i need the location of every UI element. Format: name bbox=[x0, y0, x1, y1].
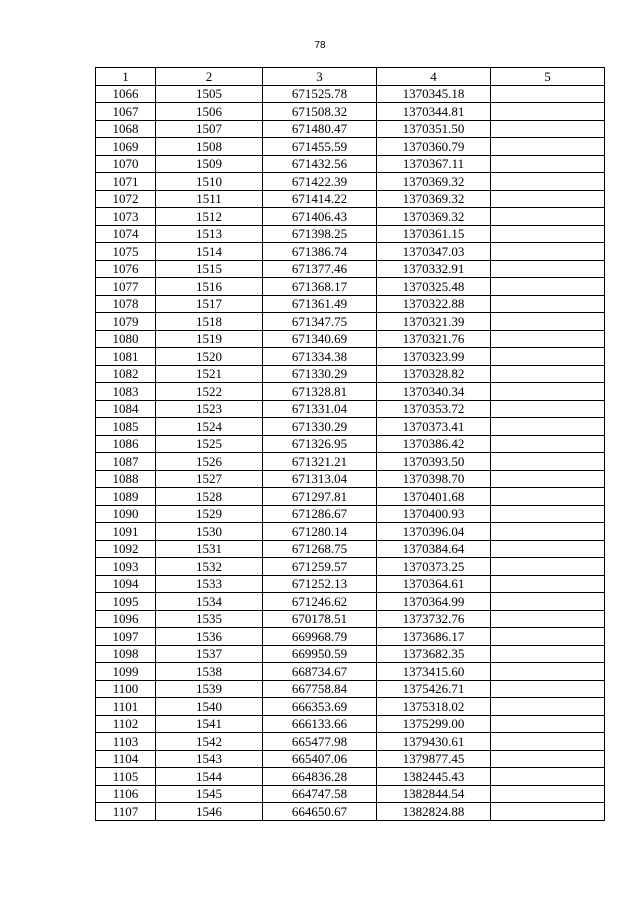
table-cell bbox=[491, 768, 605, 786]
table-cell bbox=[491, 698, 605, 716]
table-cell: 1544 bbox=[156, 768, 263, 786]
table-cell: 1072 bbox=[96, 190, 156, 208]
table-cell: 1512 bbox=[156, 208, 263, 226]
table-cell: 1517 bbox=[156, 295, 263, 313]
table-cell: 1529 bbox=[156, 505, 263, 523]
table-cell bbox=[491, 278, 605, 296]
table-cell: 1536 bbox=[156, 628, 263, 646]
table-cell: 671297.81 bbox=[263, 488, 377, 506]
table-row bbox=[96, 698, 605, 716]
table-cell: 669950.59 bbox=[263, 645, 377, 663]
table-row bbox=[96, 785, 605, 803]
table-cell bbox=[491, 680, 605, 698]
table-cell bbox=[491, 330, 605, 348]
table-cell: 1538 bbox=[156, 663, 263, 681]
table-cell: 1086 bbox=[96, 435, 156, 453]
table-cell bbox=[491, 558, 605, 576]
table-row bbox=[96, 680, 605, 698]
table-row bbox=[96, 330, 605, 348]
table-cell bbox=[491, 803, 605, 821]
table-cell: 1546 bbox=[156, 803, 263, 821]
table-cell bbox=[491, 628, 605, 646]
table-cell bbox=[491, 610, 605, 628]
table-cell bbox=[491, 120, 605, 138]
table-row bbox=[96, 313, 605, 331]
table-cell: 1375318.02 bbox=[377, 698, 491, 716]
table-cell: 1079 bbox=[96, 313, 156, 331]
column-header: 3 bbox=[263, 68, 377, 86]
table-cell: 1078 bbox=[96, 295, 156, 313]
table-cell: 1382445.43 bbox=[377, 768, 491, 786]
table-cell: 1370369.32 bbox=[377, 173, 491, 191]
table-row bbox=[96, 768, 605, 786]
table-cell: 671334.38 bbox=[263, 348, 377, 366]
table-cell: 1370364.61 bbox=[377, 575, 491, 593]
table-cell: 1527 bbox=[156, 470, 263, 488]
table-cell bbox=[491, 138, 605, 156]
table-cell bbox=[491, 593, 605, 611]
table-cell bbox=[491, 85, 605, 103]
table-cell: 671525.78 bbox=[263, 85, 377, 103]
table-cell: 1382824.88 bbox=[377, 803, 491, 821]
table-cell: 1514 bbox=[156, 243, 263, 261]
table-cell: 671398.25 bbox=[263, 225, 377, 243]
table-cell: 1370323.99 bbox=[377, 348, 491, 366]
table-cell bbox=[491, 225, 605, 243]
table-cell bbox=[491, 505, 605, 523]
table-cell bbox=[491, 435, 605, 453]
table-cell: 1526 bbox=[156, 453, 263, 471]
table-cell: 1091 bbox=[96, 523, 156, 541]
table-cell bbox=[491, 103, 605, 121]
table-cell: 1088 bbox=[96, 470, 156, 488]
table-cell: 1532 bbox=[156, 558, 263, 576]
table-cell bbox=[491, 295, 605, 313]
table-cell: 1540 bbox=[156, 698, 263, 716]
table-cell: 1539 bbox=[156, 680, 263, 698]
table-cell: 1069 bbox=[96, 138, 156, 156]
table-cell: 671340.69 bbox=[263, 330, 377, 348]
table-cell bbox=[491, 715, 605, 733]
table-cell bbox=[491, 400, 605, 418]
table-cell: 669968.79 bbox=[263, 628, 377, 646]
table-cell: 1066 bbox=[96, 85, 156, 103]
table-cell: 1511 bbox=[156, 190, 263, 208]
table-cell: 671326.95 bbox=[263, 435, 377, 453]
table-cell bbox=[491, 785, 605, 803]
table-row bbox=[96, 225, 605, 243]
table-cell bbox=[491, 523, 605, 541]
table-row bbox=[96, 400, 605, 418]
table-cell: 1370396.04 bbox=[377, 523, 491, 541]
table-cell: 1092 bbox=[96, 540, 156, 558]
table-cell: 1370328.82 bbox=[377, 365, 491, 383]
table-cell: 1068 bbox=[96, 120, 156, 138]
table-cell: 666133.66 bbox=[263, 715, 377, 733]
table-row bbox=[96, 190, 605, 208]
table-cell: 1370401.68 bbox=[377, 488, 491, 506]
table-cell: 1370393.50 bbox=[377, 453, 491, 471]
table-cell: 1104 bbox=[96, 750, 156, 768]
table-cell bbox=[491, 365, 605, 383]
table-cell: 1099 bbox=[96, 663, 156, 681]
table-cell: 1533 bbox=[156, 575, 263, 593]
table-cell: 1106 bbox=[96, 785, 156, 803]
table-cell: 1067 bbox=[96, 103, 156, 121]
table-cell: 1100 bbox=[96, 680, 156, 698]
table-cell: 1370340.34 bbox=[377, 383, 491, 401]
table-row bbox=[96, 85, 605, 103]
table-row bbox=[96, 103, 605, 121]
table-cell: 671286.67 bbox=[263, 505, 377, 523]
table-cell: 1080 bbox=[96, 330, 156, 348]
table-cell: 1103 bbox=[96, 733, 156, 751]
table-row bbox=[96, 155, 605, 173]
table-cell: 1370373.41 bbox=[377, 418, 491, 436]
table-cell: 1370325.48 bbox=[377, 278, 491, 296]
table-row bbox=[96, 505, 605, 523]
table-cell: 1370384.64 bbox=[377, 540, 491, 558]
table-cell: 1083 bbox=[96, 383, 156, 401]
table-cell: 1084 bbox=[96, 400, 156, 418]
table-row bbox=[96, 435, 605, 453]
table-row bbox=[96, 348, 605, 366]
table-cell: 671252.13 bbox=[263, 575, 377, 593]
table-cell: 1076 bbox=[96, 260, 156, 278]
table-cell: 1071 bbox=[96, 173, 156, 191]
table-cell: 671331.04 bbox=[263, 400, 377, 418]
table-cell: 1370321.76 bbox=[377, 330, 491, 348]
table-cell: 1370344.81 bbox=[377, 103, 491, 121]
table-cell: 1543 bbox=[156, 750, 263, 768]
table-cell: 1370364.99 bbox=[377, 593, 491, 611]
table-cell: 1507 bbox=[156, 120, 263, 138]
table-cell: 1373732.76 bbox=[377, 610, 491, 628]
table-cell bbox=[491, 155, 605, 173]
table-cell: 671330.29 bbox=[263, 418, 377, 436]
table-cell: 671508.32 bbox=[263, 103, 377, 121]
table-cell: 1379877.45 bbox=[377, 750, 491, 768]
table-cell: 1102 bbox=[96, 715, 156, 733]
table-header-row bbox=[96, 68, 605, 86]
table-cell: 670178.51 bbox=[263, 610, 377, 628]
table-row bbox=[96, 173, 605, 191]
column-header: 4 bbox=[377, 68, 491, 86]
table-cell: 1528 bbox=[156, 488, 263, 506]
table-cell: 1510 bbox=[156, 173, 263, 191]
page-number: 78 bbox=[314, 40, 326, 51]
table-cell: 1105 bbox=[96, 768, 156, 786]
table-cell: 1370353.72 bbox=[377, 400, 491, 418]
table-cell: 1097 bbox=[96, 628, 156, 646]
table-cell: 1534 bbox=[156, 593, 263, 611]
table-cell: 1373415.60 bbox=[377, 663, 491, 681]
table-cell: 1375426.71 bbox=[377, 680, 491, 698]
table-cell bbox=[491, 313, 605, 331]
coordinates-table bbox=[95, 67, 605, 821]
table-row bbox=[96, 593, 605, 611]
table-cell: 671313.04 bbox=[263, 470, 377, 488]
table-cell: 1370369.32 bbox=[377, 190, 491, 208]
table-cell bbox=[491, 733, 605, 751]
table-cell bbox=[491, 750, 605, 768]
table-cell: 671347.75 bbox=[263, 313, 377, 331]
table-cell: 1542 bbox=[156, 733, 263, 751]
table-cell: 664836.28 bbox=[263, 768, 377, 786]
table-cell: 1370345.18 bbox=[377, 85, 491, 103]
table-cell: 1082 bbox=[96, 365, 156, 383]
table-cell: 1545 bbox=[156, 785, 263, 803]
table-cell bbox=[491, 663, 605, 681]
table-cell: 1513 bbox=[156, 225, 263, 243]
table-cell: 671377.46 bbox=[263, 260, 377, 278]
table-row bbox=[96, 260, 605, 278]
table-cell: 1515 bbox=[156, 260, 263, 278]
table-row bbox=[96, 138, 605, 156]
table-cell bbox=[491, 645, 605, 663]
table-cell: 671321.21 bbox=[263, 453, 377, 471]
table-row bbox=[96, 418, 605, 436]
table-row bbox=[96, 663, 605, 681]
table-cell: 1516 bbox=[156, 278, 263, 296]
table-row bbox=[96, 610, 605, 628]
table-row bbox=[96, 383, 605, 401]
table-cell: 1081 bbox=[96, 348, 156, 366]
table-cell: 1070 bbox=[96, 155, 156, 173]
table-cell: 1525 bbox=[156, 435, 263, 453]
table-cell: 1506 bbox=[156, 103, 263, 121]
table-row bbox=[96, 750, 605, 768]
table-cell: 1370332.91 bbox=[377, 260, 491, 278]
table-cell: 1520 bbox=[156, 348, 263, 366]
table-cell bbox=[491, 488, 605, 506]
table-cell: 1370347.03 bbox=[377, 243, 491, 261]
table-cell: 671414.22 bbox=[263, 190, 377, 208]
table-cell: 1370322.88 bbox=[377, 295, 491, 313]
table-cell: 1095 bbox=[96, 593, 156, 611]
table-cell bbox=[491, 260, 605, 278]
table-cell: 1379430.61 bbox=[377, 733, 491, 751]
table-cell: 1370360.79 bbox=[377, 138, 491, 156]
table-cell: 1382844.54 bbox=[377, 785, 491, 803]
table-row bbox=[96, 278, 605, 296]
table-cell: 1101 bbox=[96, 698, 156, 716]
table-cell: 1531 bbox=[156, 540, 263, 558]
table-cell: 1522 bbox=[156, 383, 263, 401]
table-cell: 1524 bbox=[156, 418, 263, 436]
table-cell: 1373682.35 bbox=[377, 645, 491, 663]
table-row bbox=[96, 120, 605, 138]
table-cell bbox=[491, 418, 605, 436]
table-cell bbox=[491, 243, 605, 261]
table-row bbox=[96, 733, 605, 751]
table-cell bbox=[491, 190, 605, 208]
table-row bbox=[96, 628, 605, 646]
table-row bbox=[96, 575, 605, 593]
table-cell: 667758.84 bbox=[263, 680, 377, 698]
table-cell: 1098 bbox=[96, 645, 156, 663]
table-cell: 671330.29 bbox=[263, 365, 377, 383]
table-cell: 671480.47 bbox=[263, 120, 377, 138]
table-row bbox=[96, 715, 605, 733]
table-cell: 668734.67 bbox=[263, 663, 377, 681]
table-cell: 1370369.32 bbox=[377, 208, 491, 226]
table-row bbox=[96, 645, 605, 663]
table-cell: 665477.98 bbox=[263, 733, 377, 751]
table-cell: 1370321.39 bbox=[377, 313, 491, 331]
table-cell bbox=[491, 173, 605, 191]
table-row bbox=[96, 208, 605, 226]
table-cell: 1090 bbox=[96, 505, 156, 523]
table-cell: 671432.56 bbox=[263, 155, 377, 173]
table-cell: 671422.39 bbox=[263, 173, 377, 191]
table-cell: 1530 bbox=[156, 523, 263, 541]
table-cell: 1370367.11 bbox=[377, 155, 491, 173]
table-row bbox=[96, 365, 605, 383]
table-cell: 1089 bbox=[96, 488, 156, 506]
table-cell: 1370386.42 bbox=[377, 435, 491, 453]
table-cell: 1519 bbox=[156, 330, 263, 348]
table-cell bbox=[491, 453, 605, 471]
table-cell: 1107 bbox=[96, 803, 156, 821]
table-cell: 1521 bbox=[156, 365, 263, 383]
table-cell: 1093 bbox=[96, 558, 156, 576]
table-cell bbox=[491, 348, 605, 366]
table-cell: 666353.69 bbox=[263, 698, 377, 716]
table-cell: 671280.14 bbox=[263, 523, 377, 541]
table-cell: 1370400.93 bbox=[377, 505, 491, 523]
table-row bbox=[96, 453, 605, 471]
table-cell bbox=[491, 470, 605, 488]
table-cell: 1509 bbox=[156, 155, 263, 173]
table-cell: 671259.57 bbox=[263, 558, 377, 576]
table-cell: 671246.62 bbox=[263, 593, 377, 611]
table-cell: 1073 bbox=[96, 208, 156, 226]
table-cell: 1370373.25 bbox=[377, 558, 491, 576]
table-row bbox=[96, 558, 605, 576]
table-row bbox=[96, 488, 605, 506]
table-cell bbox=[491, 383, 605, 401]
table-cell: 1505 bbox=[156, 85, 263, 103]
table-cell: 1541 bbox=[156, 715, 263, 733]
table-cell bbox=[491, 208, 605, 226]
table-cell bbox=[491, 575, 605, 593]
table-cell: 671361.49 bbox=[263, 295, 377, 313]
table-cell: 664650.67 bbox=[263, 803, 377, 821]
table-row bbox=[96, 523, 605, 541]
table-row bbox=[96, 295, 605, 313]
table-cell: 671386.74 bbox=[263, 243, 377, 261]
table-cell: 1075 bbox=[96, 243, 156, 261]
table-cell bbox=[491, 540, 605, 558]
table-cell: 1373686.17 bbox=[377, 628, 491, 646]
table-cell: 1087 bbox=[96, 453, 156, 471]
table-cell: 671406.43 bbox=[263, 208, 377, 226]
table-cell: 1370398.70 bbox=[377, 470, 491, 488]
table-cell: 1085 bbox=[96, 418, 156, 436]
table-cell: 1074 bbox=[96, 225, 156, 243]
table-cell: 671268.75 bbox=[263, 540, 377, 558]
table-cell: 1537 bbox=[156, 645, 263, 663]
table-body bbox=[96, 85, 605, 820]
table-cell: 1094 bbox=[96, 575, 156, 593]
table-cell: 1535 bbox=[156, 610, 263, 628]
table-cell: 1370361.15 bbox=[377, 225, 491, 243]
table-cell: 671368.17 bbox=[263, 278, 377, 296]
column-header: 1 bbox=[96, 68, 156, 86]
table-cell: 665407.06 bbox=[263, 750, 377, 768]
table-row bbox=[96, 470, 605, 488]
table-cell: 671328.81 bbox=[263, 383, 377, 401]
table-cell: 671455.59 bbox=[263, 138, 377, 156]
column-header: 2 bbox=[156, 68, 263, 86]
table-cell: 1077 bbox=[96, 278, 156, 296]
table-cell: 1375299.00 bbox=[377, 715, 491, 733]
table-row bbox=[96, 540, 605, 558]
table-cell: 1518 bbox=[156, 313, 263, 331]
table-row bbox=[96, 803, 605, 821]
table-row bbox=[96, 243, 605, 261]
table-cell: 1370351.50 bbox=[377, 120, 491, 138]
table-cell: 1096 bbox=[96, 610, 156, 628]
table-cell: 664747.58 bbox=[263, 785, 377, 803]
column-header: 5 bbox=[491, 68, 605, 86]
table-cell: 1523 bbox=[156, 400, 263, 418]
table-cell: 1508 bbox=[156, 138, 263, 156]
